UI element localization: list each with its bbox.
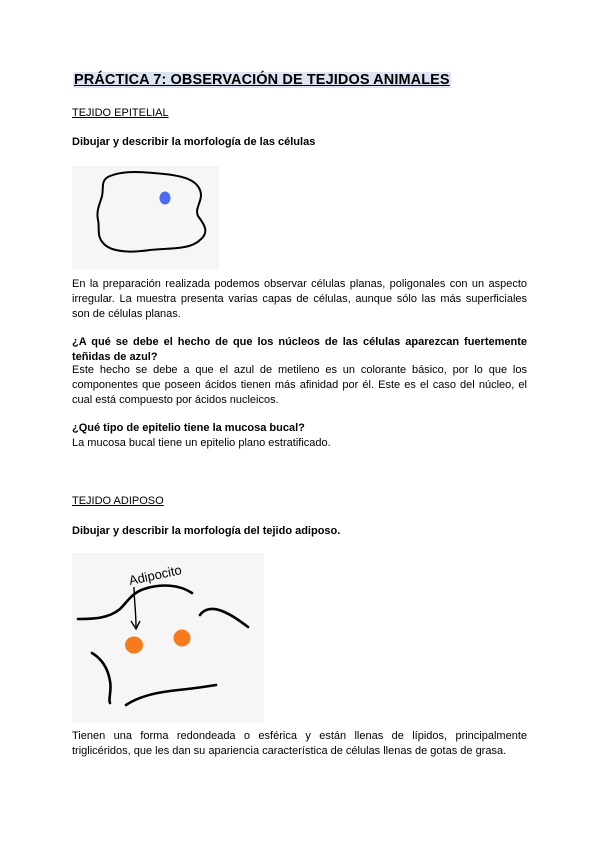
text-line: En la preparación realizada podemos observar células planas, poligonales con un aspecto xyxy=(72,278,527,290)
text-line: Tienen una forma redondeada o esférica y están llenas de lípidos, principalmente xyxy=(72,730,527,742)
adipose-description xyxy=(72,729,527,759)
text-line: irregular. La muestra presenta varias capas de células, aunque sólo las más superficiales xyxy=(72,293,527,305)
text-line: cual está compuesto por ácidos nucleicos. xyxy=(72,394,279,406)
answer-nuclei-staining xyxy=(72,363,527,408)
adipocito-label: Adipocito xyxy=(127,562,183,588)
cell-membrane-line xyxy=(200,609,248,627)
page-title: PRÁCTICA 7: OBSERVACIÓN DE TEJIDOS ANIMALES xyxy=(74,72,450,88)
text-line: componentes que poseen ácidos tienen más afinidad por él. Este es el caso del núcleo, el xyxy=(72,379,527,391)
cell-membrane-line xyxy=(126,685,216,705)
text-line: Este hecho se debe a que el azul de metileno es un colorante básico, por lo que los xyxy=(72,364,527,376)
question-line: ¿A qué se debe el hecho de que los núcleos de las células aparezcan fuertemente xyxy=(72,336,527,348)
section-heading-adipose: TEJIDO ADIPOSO xyxy=(72,495,164,507)
question-line: teñidas de azul? xyxy=(72,351,158,363)
adipose-tissue-drawing xyxy=(72,553,264,723)
text-line: son de células planas. xyxy=(72,308,181,320)
answer-epithelium-type: La mucosa bucal tiene un epitelio plano estratificado. xyxy=(72,437,331,449)
text-line: triglicéridos, que les dan su apariencia característica de células llenas de gotas de grasa. xyxy=(72,745,507,757)
question-epithelium-type: ¿Qué tipo de epitelio tiene la mucosa bucal? xyxy=(72,422,305,434)
cell-membrane-outline xyxy=(97,172,205,252)
cell-nucleus xyxy=(160,192,171,205)
cell-membrane-line xyxy=(92,653,111,703)
adipocyte-fat-droplet xyxy=(125,637,143,654)
question-nuclei-staining xyxy=(72,335,527,365)
section-heading-epithelial: TEJIDO EPITELIAL xyxy=(72,107,169,119)
epithelial-description xyxy=(72,277,527,322)
epithelial-task: Dibujar y describir la morfología de las células xyxy=(72,136,316,148)
adipose-task: Dibujar y describir la morfología del tejido adiposo. xyxy=(72,525,341,537)
epithelial-cell-drawing xyxy=(72,166,219,270)
adipocyte-fat-droplet xyxy=(174,630,191,647)
